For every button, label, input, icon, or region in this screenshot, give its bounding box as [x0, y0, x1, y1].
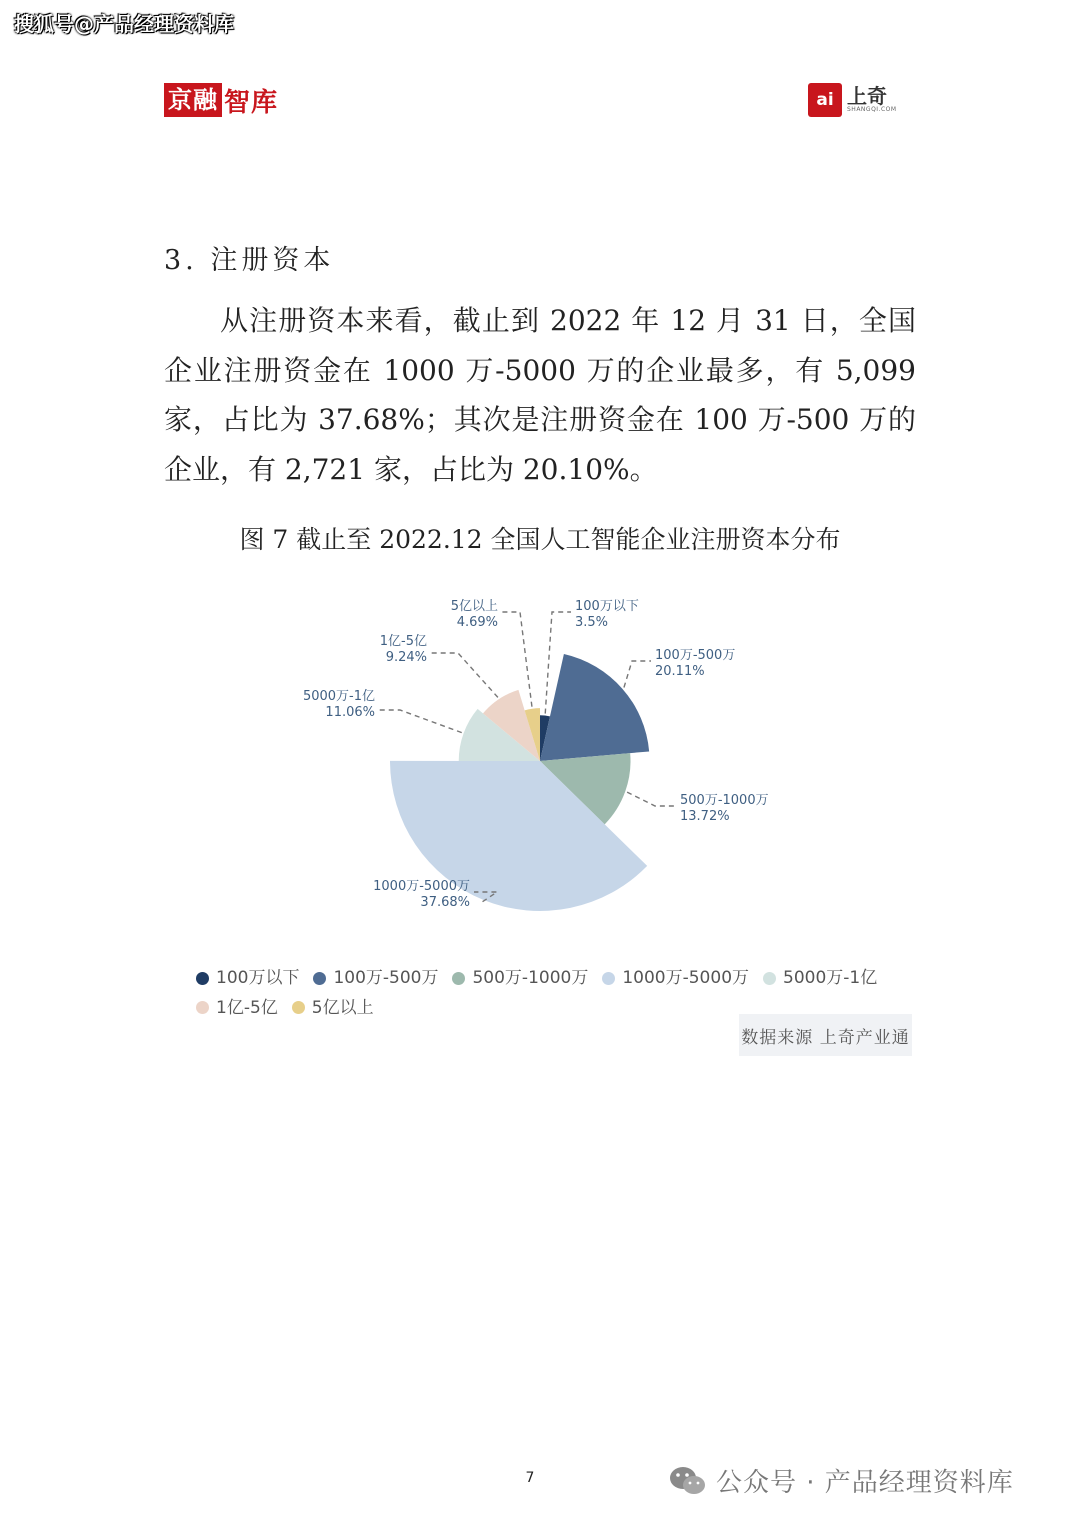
legend-swatch: [602, 972, 615, 985]
logo-left-main: 京融: [164, 83, 222, 117]
legend-swatch: [292, 1001, 305, 1014]
legend-swatch: [196, 1001, 209, 1014]
legend-label: 500万-1000万: [472, 968, 589, 988]
pie-slice-100-500-: [540, 654, 649, 761]
legend-item-5-[interactable]: [292, 994, 374, 1022]
legend-item-100-500-[interactable]: [313, 964, 438, 992]
logo-right-mark: ai: [808, 83, 842, 117]
data-label-value: 3.5%: [575, 615, 609, 630]
legend-item-1-5-[interactable]: [196, 994, 278, 1022]
figure-caption: 图 7 截止至 2022.12 全国人工智能企业注册资本分布: [239, 525, 841, 554]
data-label-category: 5亿以上: [450, 599, 498, 614]
data-label-value: 20.11%: [655, 664, 705, 679]
source-badge: 数据来源 上奇产业通: [739, 1014, 912, 1056]
section-heading: 3. 注册资本: [164, 245, 335, 276]
data-label-category: 500万-1000万: [680, 793, 769, 808]
leader-line-500-1000-: [627, 792, 676, 806]
leader-line-5000-1-: [379, 710, 462, 733]
legend-label: 5亿以上: [311, 997, 374, 1018]
legend-swatch: [763, 972, 776, 985]
legend-swatch: [196, 972, 209, 985]
legend-label: 100万-500万: [333, 968, 439, 988]
page-number: 7: [525, 1470, 535, 1486]
logo-right-name-text: 上奇: [847, 84, 887, 108]
data-label-value: 4.69%: [456, 615, 498, 630]
legend-label: 100万以下: [216, 968, 300, 988]
legend-label: 1000万-5000万: [622, 968, 750, 988]
body-paragraph: 从注册资本来看，截止到 2022 年 12 月 31 日，全国企业注册资金在 1000 万-5000 万的企业最多，有 5,099 家，占比为 37.68%；其次是注册资金在 100 万-500 万的企业，有 2,721 家，占比为 20.10%。: [164, 304, 916, 486]
legend-item-1000-5000-[interactable]: [602, 964, 749, 992]
data-label-category: 100万-500万: [655, 648, 736, 663]
data-label-value: 9.24%: [385, 650, 427, 665]
watermark-top: 搜狐号@产品经理资料库: [14, 12, 234, 36]
data-label-value: 11.06%: [325, 705, 375, 720]
data-label-category: 5000万-1亿: [302, 689, 375, 704]
logo-left-tail: 智库: [224, 87, 279, 118]
legend-swatch: [452, 972, 465, 985]
data-label-category: 1亿-5亿: [379, 634, 427, 649]
wechat-icon: [668, 1464, 708, 1498]
data-label-category: 100万以下: [575, 599, 639, 614]
legend-label: 1亿-5亿: [216, 997, 278, 1018]
leader-line-100-500-: [624, 661, 651, 687]
legend-label: 5000万-1亿: [783, 968, 878, 988]
legend-item-500-1000-[interactable]: [452, 964, 588, 992]
watermark-bottom: [668, 1462, 1014, 1499]
legend-item-5000-1-[interactable]: [763, 964, 877, 992]
data-label-value: 13.72%: [680, 809, 730, 824]
leader-line-1-5-: [431, 653, 498, 697]
data-label-value: 37.68%: [420, 895, 470, 910]
watermark-bottom-text: 公众号 · 产品经理资料库: [716, 1468, 1014, 1498]
data-label-category: 1000万-5000万: [373, 879, 470, 894]
logo-right-sub: SHANGQI.COM: [847, 106, 897, 113]
legend-item-100-[interactable]: [196, 964, 299, 992]
legend-swatch: [313, 972, 326, 985]
chart-slices: [390, 654, 649, 911]
